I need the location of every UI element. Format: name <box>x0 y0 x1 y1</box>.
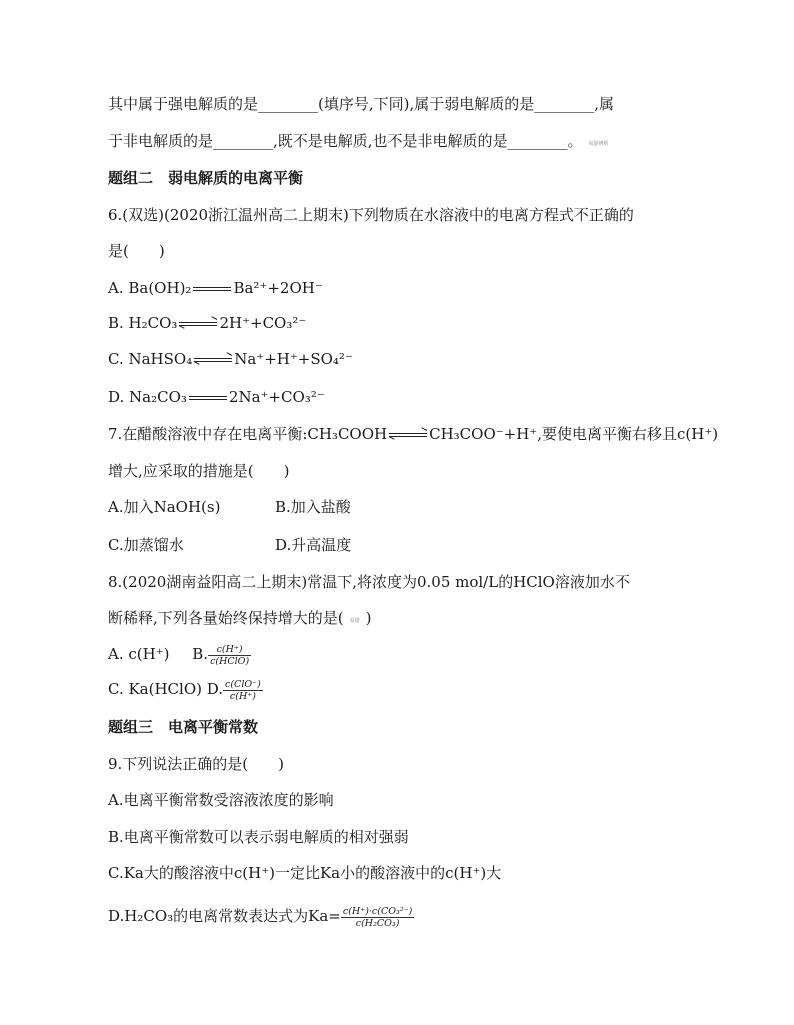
reversible-arrow-icon <box>387 429 429 441</box>
q8-stem-2-end: ) <box>365 609 372 627</box>
q6-c-left: C. NaHSO₄ <box>108 350 193 368</box>
q9-d-numerator: c(H⁺)·c(CO₃²⁻) <box>342 905 413 917</box>
q8-option-b-fraction <box>208 644 251 667</box>
q9-d-fraction <box>341 906 414 929</box>
q7-option-c: C.加蒸馏水 <box>108 536 184 554</box>
intro-line-2-text: 于非电解质的是________,既不是电解质,也不是非电解质的是________。 <box>108 132 583 150</box>
q6-c-right: Na⁺+H⁺+SO₄²⁻ <box>234 350 353 368</box>
q6-option-d <box>108 387 325 407</box>
q9-option-a: A.电离平衡常数受溶液浓度的影响 <box>108 791 334 809</box>
q8-options-ab <box>108 637 251 671</box>
q8-stem-2-text: 断稀释,下列各量始终保持增大的是( <box>108 609 344 627</box>
q6-b-right: 2H⁺+CO₃²⁻ <box>219 314 307 332</box>
q7-option-a: A.加入NaOH(s) <box>108 498 221 516</box>
q7-stem-1a: 7.在醋酸溶液中存在电离平衡:CH₃COOH <box>108 425 388 443</box>
q8-stem-2 <box>108 608 372 631</box>
q6-a-left: A. Ba(OH)₂ <box>108 279 192 297</box>
equals-arrow-icon <box>191 283 233 295</box>
q6-option-b <box>108 313 306 333</box>
q6-option-c <box>108 349 353 369</box>
q9-stem: 9.下列说法正确的是( ) <box>108 755 285 773</box>
intro-line-1: 其中属于强电解质的是________(填序号,下同),属于弱电解质的是________,属 <box>108 95 615 113</box>
q8-d-denominator: c(H⁺) <box>223 690 263 702</box>
reversible-arrow-icon <box>192 354 234 366</box>
q7-option-d: D.升高温度 <box>275 536 352 554</box>
reversible-arrow-icon <box>177 318 219 330</box>
q9-d-denominator: c(H₂CO₃) <box>341 917 414 929</box>
q6-stem-1: 6.(双选)(2020浙江温州高二上期末)下列物质在水溶液中的电离方程式不正确的 <box>108 206 634 224</box>
q6-option-a <box>108 278 323 298</box>
q8-d-numerator: c(ClO⁻) <box>225 678 261 690</box>
q6-b-left: B. H₂CO₃ <box>108 314 178 332</box>
q8-b-denominator: c(HClO) <box>210 655 250 667</box>
q9-option-d <box>108 897 414 935</box>
q7-stem-1 <box>108 424 718 444</box>
q6-a-right: Ba²⁺+2OH⁻ <box>233 279 323 297</box>
intro-line-2 <box>108 131 609 154</box>
q8-option-d-fraction <box>223 679 263 702</box>
q9-option-c: C.Ka大的酸溶液中c(H⁺)一定比Ka小的酸溶液中的c(H⁺)大 <box>108 864 502 882</box>
q9-d-text: D.H₂CO₃的电离常数表达式为Ka= <box>108 907 341 925</box>
q6-d-right: 2Na⁺+CO₃²⁻ <box>228 388 325 406</box>
group-2-title: 题组二 弱电解质的电离平衡 <box>108 169 304 187</box>
q8-tag: 易错 <box>349 618 360 624</box>
group-3-title: 题组三 电离平衡常数 <box>108 718 259 736</box>
q7-stem-2: 增大,应采取的措施是( ) <box>108 462 290 480</box>
q8-stem-1: 8.(2020湖南益阳高二上期末)常温下,将浓度为0.05 mol/L的HClO溶液加水不 <box>108 573 630 591</box>
q7-option-b: B.加入盐酸 <box>275 498 351 516</box>
q8-option-b-label: B. <box>192 645 209 663</box>
q8-option-d-label: D. <box>206 680 224 698</box>
q7-stem-1b: CH₃COO⁻+H⁺,要使电离平衡右移且c(H⁺) <box>429 425 719 443</box>
q8-option-a: A. c(H⁺) <box>108 645 170 663</box>
q8-option-c: C. Ka(HClO) <box>108 680 202 698</box>
intro-tag: 易混辨析 <box>588 141 609 147</box>
q6-stem-2: 是( ) <box>108 242 165 260</box>
q9-option-b: B.电离平衡常数可以表示弱电解质的相对强弱 <box>108 828 409 846</box>
equals-arrow-icon <box>187 392 229 404</box>
q8-b-numerator: c(H⁺) <box>216 643 243 655</box>
q6-d-left: D. Na₂CO₃ <box>108 388 187 406</box>
q8-options-cd <box>108 672 263 706</box>
